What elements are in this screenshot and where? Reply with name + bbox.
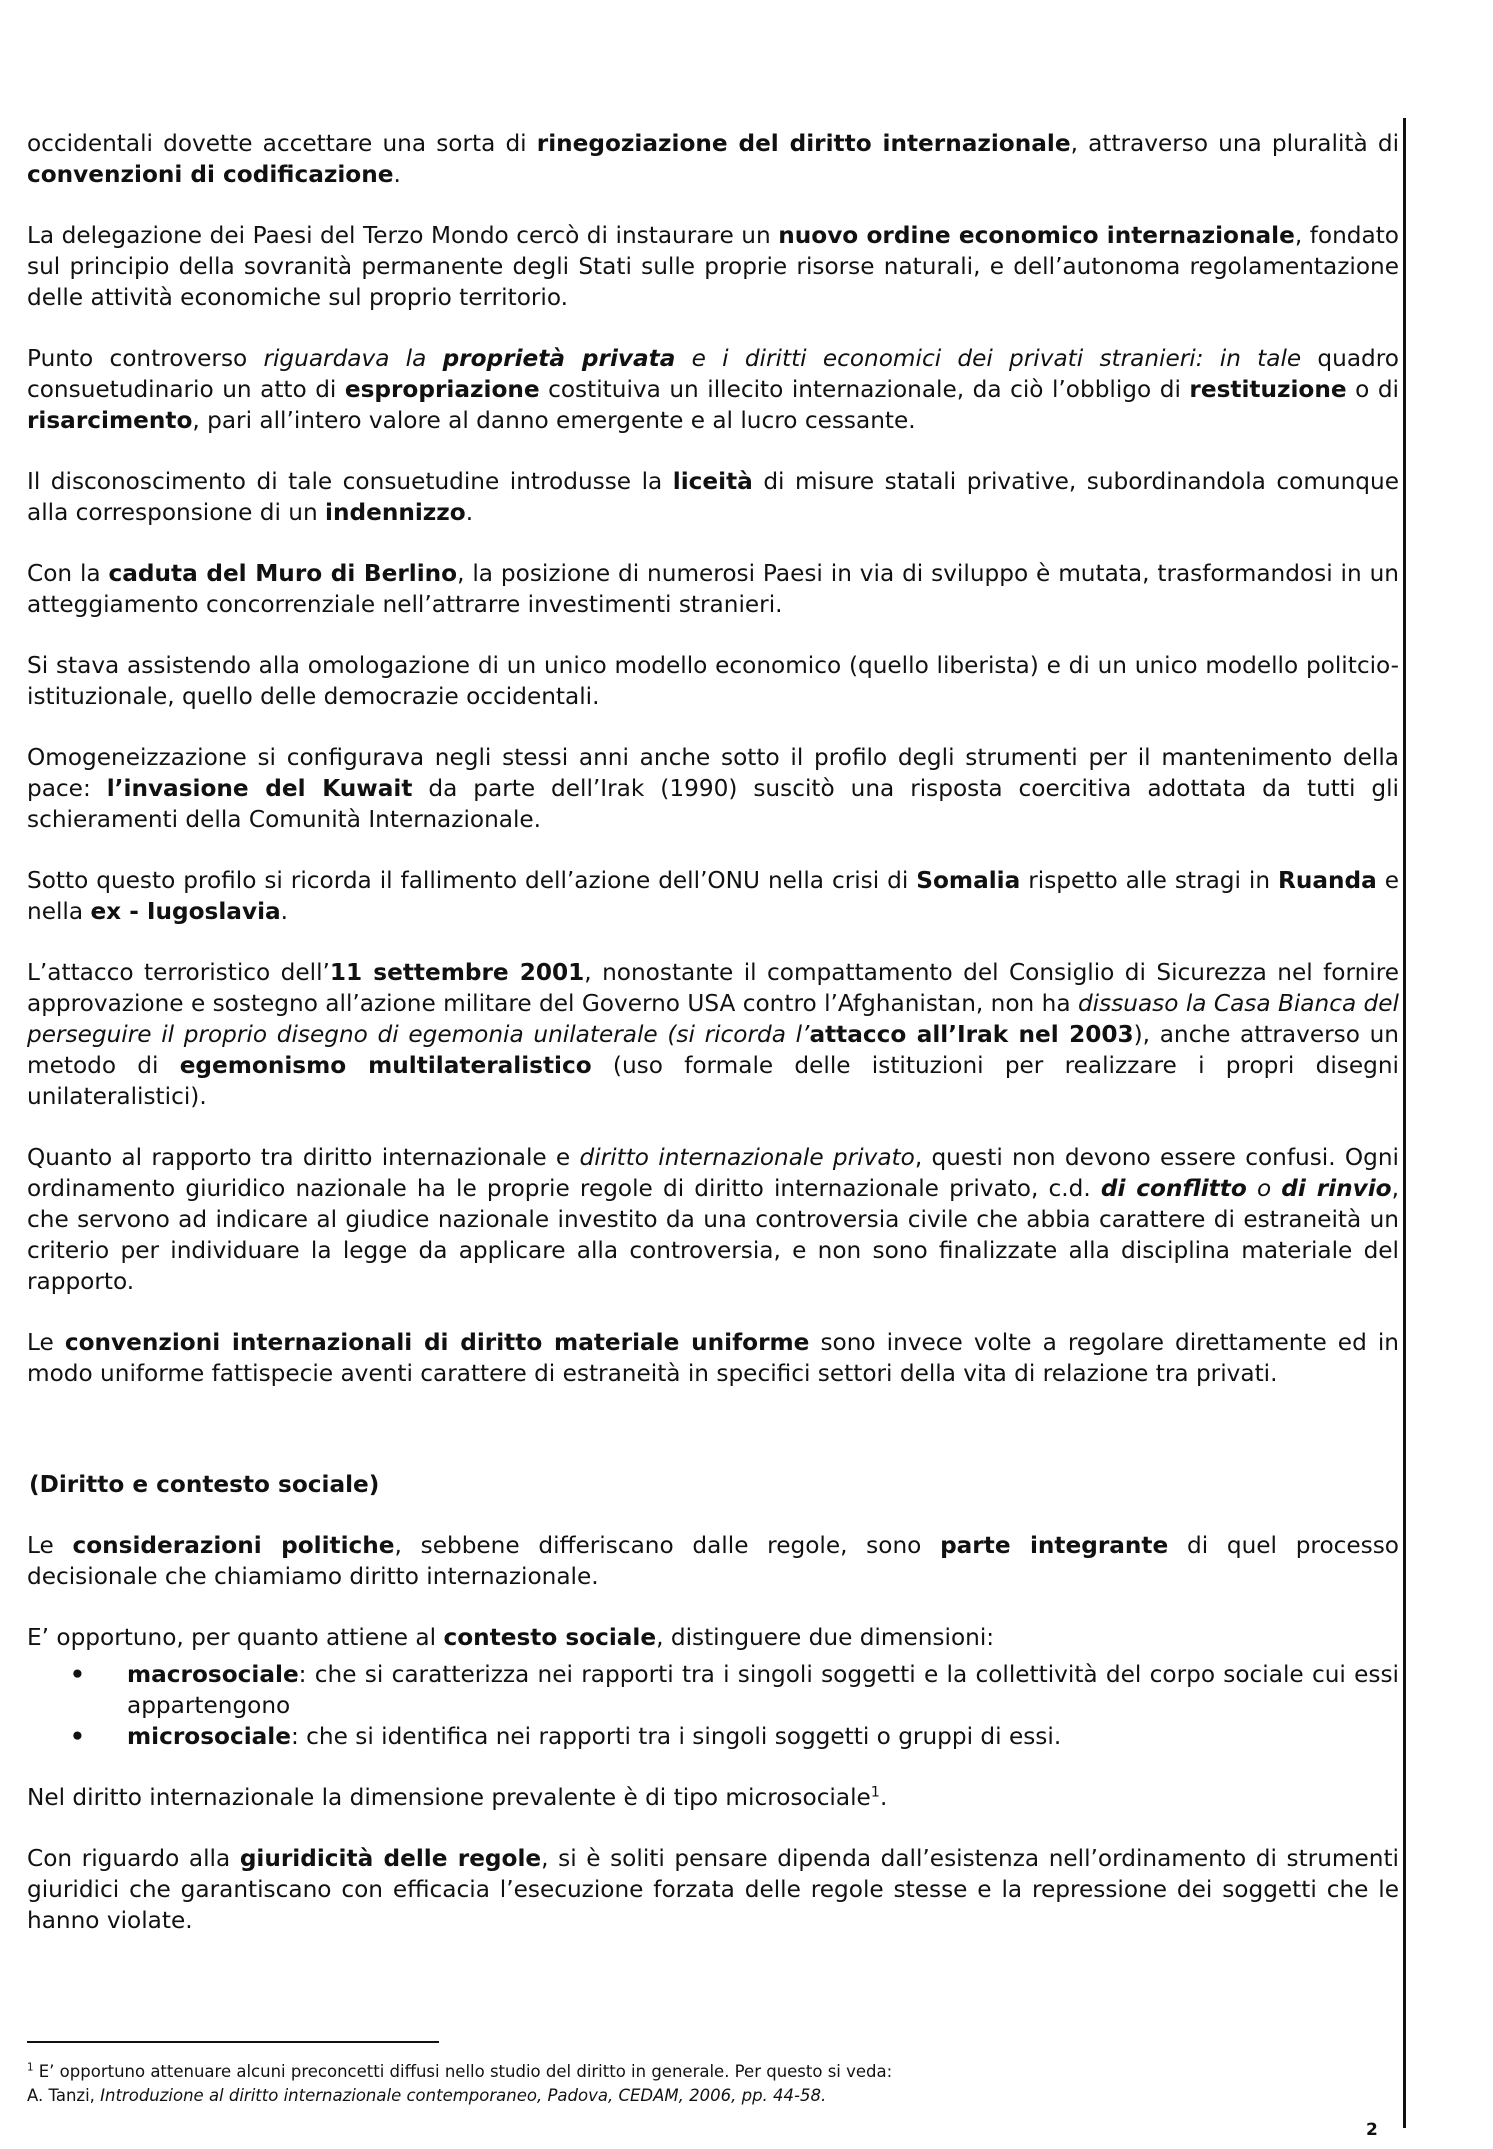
body-text: [27, 128, 1399, 1966]
text-run: rispetto alle stragi in: [1020, 867, 1279, 894]
paragraph: [27, 742, 1399, 835]
emphasis-text: proprietà privata: [442, 345, 676, 372]
text-run: .: [280, 898, 289, 925]
emphasis-text: 11 settembre 2001: [329, 959, 585, 986]
text-run: A. Tanzi,: [27, 2086, 101, 2105]
paragraph: [27, 1843, 1399, 1936]
footnote-ref: 1: [27, 2062, 34, 2074]
text-run: , fondato sul principio della sovranità permanente degli Stati sulle proprie risorse naturali, e dell’autonoma regolamentazione delle attività economiche sul proprio territorio.: [27, 222, 1399, 311]
footnote-separator: [27, 2041, 439, 2043]
text-run: da parte dell’Irak (1990) suscitò una risposta coercitiva adottata da tutti gli schieramenti della Comunità Internazionale.: [27, 775, 1400, 833]
text-run: Introduzione al diritto internazionale contemporaneo, Padova, CEDAM, 2006, pp. 44-58.: [100, 2086, 827, 2105]
list-item: [70, 1659, 1399, 1721]
text-run: di misure statali privative, subordinandola comunque alla corresponsione di un: [27, 468, 1399, 526]
text-run: e i diritti economici dei privati stranieri: in tale: [675, 345, 1302, 372]
emphasis-text: attacco all’Irak nel 2003: [809, 1021, 1134, 1048]
text-run: di quel processo decisionale che chiamiamo diritto internazionale.: [27, 1532, 1399, 1590]
paragraph: [27, 1327, 1399, 1389]
emphasis-text: egemonismo multilateralistico: [179, 1052, 592, 1079]
text-run: , pari all’intero valore al danno emergente e al lucro cessante.: [192, 407, 916, 434]
emphasis-text: di conflitto: [1100, 1175, 1247, 1202]
bullet-icon: •: [70, 1723, 85, 1750]
paragraph: [27, 558, 1399, 620]
emphasis-text: Somalia: [916, 867, 1021, 894]
text-run: Sotto questo profilo si ricorda il fallimento dell’azione dell’ONU nella crisi di: [27, 867, 917, 894]
closing-paragraphs: [27, 1782, 1399, 1936]
emphasis-text: considerazioni politiche: [72, 1532, 395, 1559]
bullet-icon: •: [70, 1661, 85, 1688]
text-run: diritto internazionale privato: [579, 1144, 915, 1171]
text-run: .: [465, 499, 474, 526]
text-run: , questi non devono essere confusi. Ogni ordinamento giuridico nazionale ha le proprie regole di diritto internazionale privato, c.d.: [27, 1144, 1399, 1202]
emphasis-text: l’invasione del Kuwait: [106, 775, 413, 802]
emphasis-text: di rinvio: [1281, 1175, 1392, 1202]
emphasis-text: convenzioni di codificazione: [27, 161, 394, 188]
text-run: Il disconoscimento di tale consuetudine introdusse la: [27, 468, 673, 495]
emphasis-text: convenzioni internazionali di diritto materiale uniforme: [64, 1329, 810, 1356]
text-run: , attraverso una pluralità di: [1070, 130, 1400, 157]
text-run: , distinguere due dimensioni:: [656, 1624, 995, 1651]
paragraph: [27, 466, 1399, 528]
text-run: : che si identifica nei rapporti tra i singoli soggetti o gruppi di essi.: [290, 1723, 1062, 1750]
intro-paragraphs: [27, 128, 1399, 1389]
emphasis-text: espropriazione: [344, 376, 540, 403]
footnote-ref: 1: [870, 1784, 880, 1801]
paragraph: [27, 1782, 1399, 1813]
text-run: o: [1246, 1175, 1282, 1202]
paragraph: [27, 957, 1399, 1112]
text-run: quadro consuetudinario un atto di: [27, 345, 1399, 403]
text-run: ), anche attraverso un metodo di: [27, 1021, 1399, 1079]
emphasis-text: giuridicità delle regole: [239, 1845, 542, 1872]
paragraph: [27, 865, 1399, 927]
text-run: .: [393, 161, 401, 188]
emphasis-text: ex - Iugoslavia: [90, 898, 281, 925]
paragraph: [27, 1622, 1399, 1653]
emphasis-text: contesto sociale: [443, 1624, 657, 1651]
emphasis-text: liceità: [672, 468, 753, 495]
emphasis-text: risarcimento: [27, 407, 193, 434]
emphasis-text: nuovo ordine economico internazionale: [778, 222, 1295, 249]
text-run: .: [879, 1784, 888, 1811]
text-run: Nel diritto internazionale la dimensione prevalente è di tipo microsociale: [27, 1784, 871, 1811]
emphasis-text: parte integrante: [940, 1532, 1169, 1559]
emphasis-text: rinegoziazione del diritto internazionale: [536, 130, 1071, 157]
text-run: o di: [1346, 376, 1399, 403]
text-run: , si è soliti pensare dipenda dall’esistenza nell’ordinamento di strumenti giuridici che garantiscano con efficacia l’esecuzione forzata delle regole stesse e la repressione dei soggetti che le hanno violate.: [27, 1845, 1399, 1934]
text-run: E’ opportuno, per quanto attiene al: [27, 1624, 444, 1651]
dimension-list: [27, 1659, 1399, 1752]
text-run: (uso formale delle istituzioni per realizzare i propri disegni unilateralistici).: [27, 1052, 1399, 1110]
emphasis-text: Ruanda: [1278, 867, 1377, 894]
text-run: L’attacco terroristico dell’: [27, 959, 330, 986]
margin-rule: [1403, 118, 1406, 2128]
paragraph: [27, 128, 1399, 190]
list-item: [70, 1721, 1399, 1752]
text-run: , sebbene differiscano dalle regole, sono: [394, 1532, 941, 1559]
text-run: dissuaso la Casa Bianca del perseguire il proprio disegno di egemonia unilaterale (si ricorda l’: [27, 990, 1399, 1048]
text-run: , che servono ad indicare al giudice nazionale investito da una controversia civile che abbia carattere di estraneità un criterio per individuare la legge da applicare alla controversia, e non sono finalizzate alla disciplina materiale del rapporto.: [27, 1175, 1399, 1295]
section-heading: (Diritto e contesto sociale): [29, 1471, 380, 1498]
paragraph: [27, 1142, 1399, 1297]
paragraph: [27, 343, 1399, 436]
text-run: costituiva un illecito internazionale, da ciò l’obbligo di: [539, 376, 1190, 403]
text-run: sono invece volte a regolare direttamente ed in modo uniforme fattispecie aventi carattere di estraneità in specifici settori della vita di relazione tra privati.: [27, 1329, 1399, 1387]
text-run: La delegazione dei Paesi del Terzo Mondo cercò di instaurare un: [27, 222, 779, 249]
emphasis-text: macrosociale: [127, 1661, 299, 1688]
text-run: , nonostante il compattamento del Consiglio di Sicurezza nel fornire approvazione e sostegno all’azione militare del Governo USA contro l’Afghanistan, non ha: [27, 959, 1399, 1017]
text-run: Punto controverso: [27, 345, 264, 372]
text-run: , la posizione di numerosi Paesi in via di sviluppo è mutata, trasformandosi in un atteggiamento concorrenziale nell’attrarre investimenti stranieri.: [27, 560, 1399, 618]
emphasis-text: caduta del Muro di Berlino: [108, 560, 458, 587]
emphasis-text: restituzione: [1189, 376, 1347, 403]
text-run: riguardava la: [263, 345, 443, 372]
text-run: Si stava assistendo alla omologazione di un unico modello economico (quello liberista) e di un unico modello politcio-istituzionale, quello delle democrazie occidentali.: [27, 652, 1399, 710]
footnote: [27, 2060, 1387, 2108]
text-run: Le: [27, 1329, 65, 1356]
page-number: 2: [1366, 2120, 1378, 2140]
text-run: Quanto al rapporto tra diritto internazionale e: [27, 1144, 580, 1171]
text-run: Le: [27, 1532, 73, 1559]
footnote-line: [27, 2060, 1387, 2084]
emphasis-text: microsociale: [127, 1723, 291, 1750]
text-run: Con la: [27, 560, 109, 587]
text-run: : che si caratterizza nei rapporti tra i singoli soggetti e la collettività del corpo sociale cui essi appartengono: [127, 1661, 1399, 1719]
footnote-line: [27, 2084, 1387, 2108]
text-run: Con riguardo alla: [27, 1845, 240, 1872]
paragraph: [27, 650, 1399, 712]
emphasis-text: indennizzo: [325, 499, 466, 526]
paragraph: [27, 1530, 1399, 1592]
paragraph: [27, 220, 1399, 313]
text-run: e nella: [27, 867, 1399, 925]
section-paragraphs: [27, 1530, 1399, 1653]
text-run: occidentali dovette accettare una sorta di: [27, 130, 537, 157]
text-run: Omogeneizzazione si configurava negli stessi anni anche sotto il profilo degli strumenti per il mantenimento della pace:: [27, 744, 1399, 802]
text-run: E’ opportuno attenuare alcuni preconcetti diffusi nello studio del diritto in generale. Per questo si veda:: [33, 2062, 893, 2081]
